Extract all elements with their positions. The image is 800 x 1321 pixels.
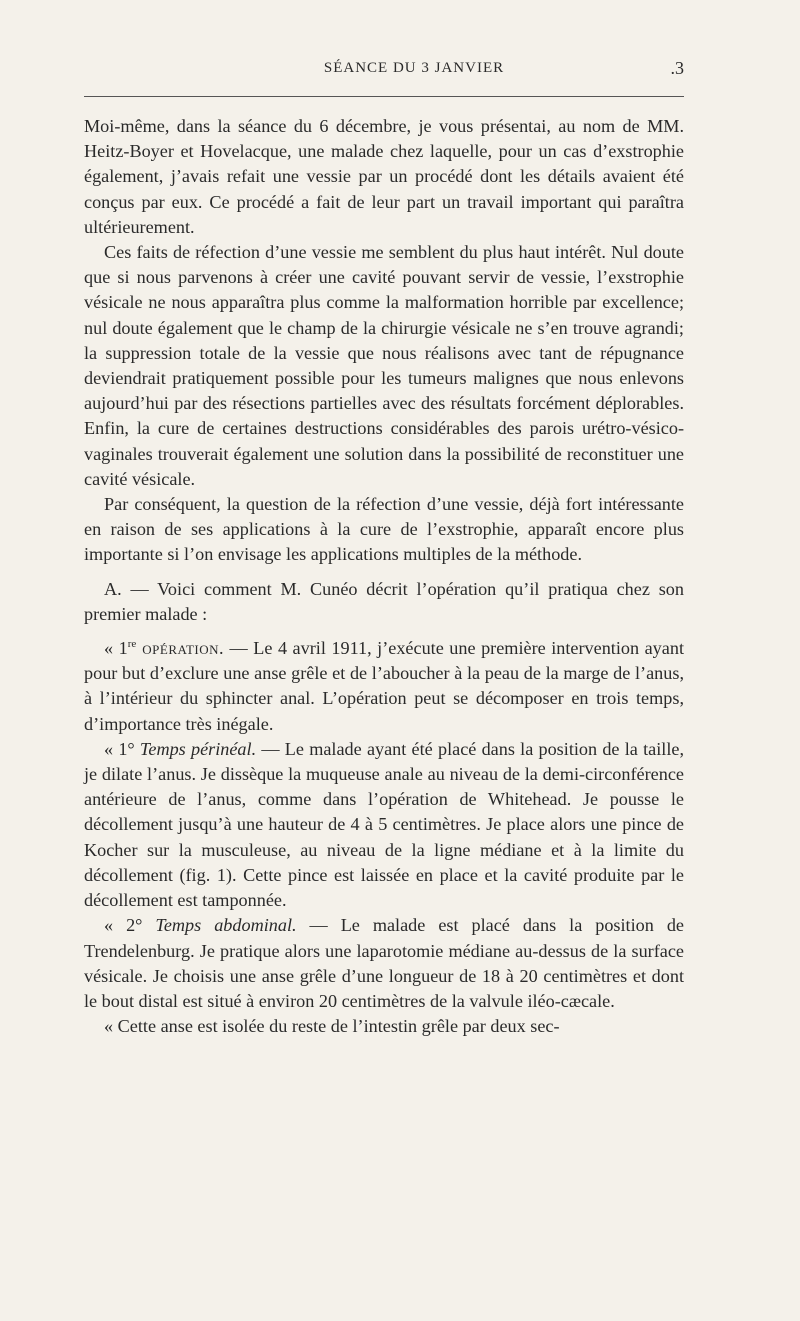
paragraph [84,636,684,737]
paragraph-text: Par conséquent, la question de la réfection d’une vessie, déjà fort intéressante en raison de ses applications à la cure de l’exstrophie, apparaît encore plus importante si l’on envisage les applications multiples de la méthode. [84,494,684,565]
paragraph-text: — Le malade ayant été placé dans la position de la taille, je dilate l’anus. Je dissèque la muqueuse anale au niveau de la demi-circonférence antérieure de l’anus, comme dans l’opération de Whitehead. Je pousse le décollement jusqu’à une hauteur de 4 à 5 centimètres. Je place alors une pince de Kocher sur la musculeuse, au niveau de la ligne médiane et à la limite du décollement (fig. 1). Cette pince est laissée en place et la cavité produite par le décollement est tamponnée. [84,738,684,911]
page-number: .3 [670,58,684,78]
header-rule [84,96,684,97]
paragraph [84,114,684,240]
paragraph-text: A. — Voici comment M. Cunéo décrit l’opération qu’il pratiqua chez son premier malade : [84,578,684,624]
open-quote: « 2° [104,915,156,936]
page-header [84,60,684,84]
open-quote: « [104,638,119,659]
paragraph-text: Ces faits de réfection d’une vessie me semblent du plus haut intérêt. Nul doute que si nous parvenons à créer une cavité pouvant servir de vessie, l’exstrophie vésicale ne nous apparaîtra plus comme la malformation horrible par excellence; nul doute également que le champ de la chirurgie vésicale ne s’en trouve agrandi; la suppression totale de la vessie que nous réalisons avec tant de répugnance deviendrait pratiquement possible pour les tumeurs malignes que nous enlevons aujourd’hui par des résections partielles avec des résultats forcément déplorables. Enfin, la cure de certaines destructions considérables des parois urétro-vésico-vaginales trouverait également une solution dans la possibilité de reconstituer une cavité vésicale. [84,242,684,489]
section-label: Temps abdominal. [155,915,297,936]
paragraph-text: « Cette anse est isolée du reste de l’intestin grêle par deux sec- [104,1016,560,1037]
running-title: SÉANCE DU 3 JANVIER [323,60,505,76]
ordinal-suffix: re [127,638,137,650]
paragraph [84,492,684,568]
operation-label: opération. [136,638,225,659]
paragraph [84,240,684,492]
paragraph-text: Moi-même, dans la séance du 6 décembre, je vous présentai, au nom de MM. Heitz-Boyer et Hovelacque, une malade chez laquelle, pour un cas d’exstrophie également, j’avais refait une vessie par un procédé dont les détails avaient été conçus par eux. Ce procédé a fait de leur part un travail important qui paraîtra ultérieurement. [84,116,684,237]
paragraph [84,737,684,913]
open-quote: « 1° [104,738,140,759]
paragraph [84,1014,684,1039]
paragraph-text: — Le malade est placé dans la position de Trendelenburg. Je pratique alors une laparotomie médiane au-dessus de la surface vésicale. Je choisis une anse grêle d’une longueur de 18 à 20 centimètres et dont le bout distal est situé à environ 20 centimètres de la valvule iléo-cæcale. [84,915,684,1011]
operation-number: 1 [118,638,128,659]
paragraph-text: — Le 4 avril 1911, j’exécute une première intervention ayant pour but d’exclure une anse grêle et de l’aboucher à la peau de la marge de l’anus, à l’intérieur du sphincter anal. L’opération peut se décomposer en trois temps, d’importance très inégale. [84,638,684,734]
section-label: Temps périnéal. [139,738,257,759]
body-text [84,114,684,1039]
paragraph [84,577,684,627]
page-number-value: 3 [675,58,684,78]
paragraph [84,913,684,1014]
